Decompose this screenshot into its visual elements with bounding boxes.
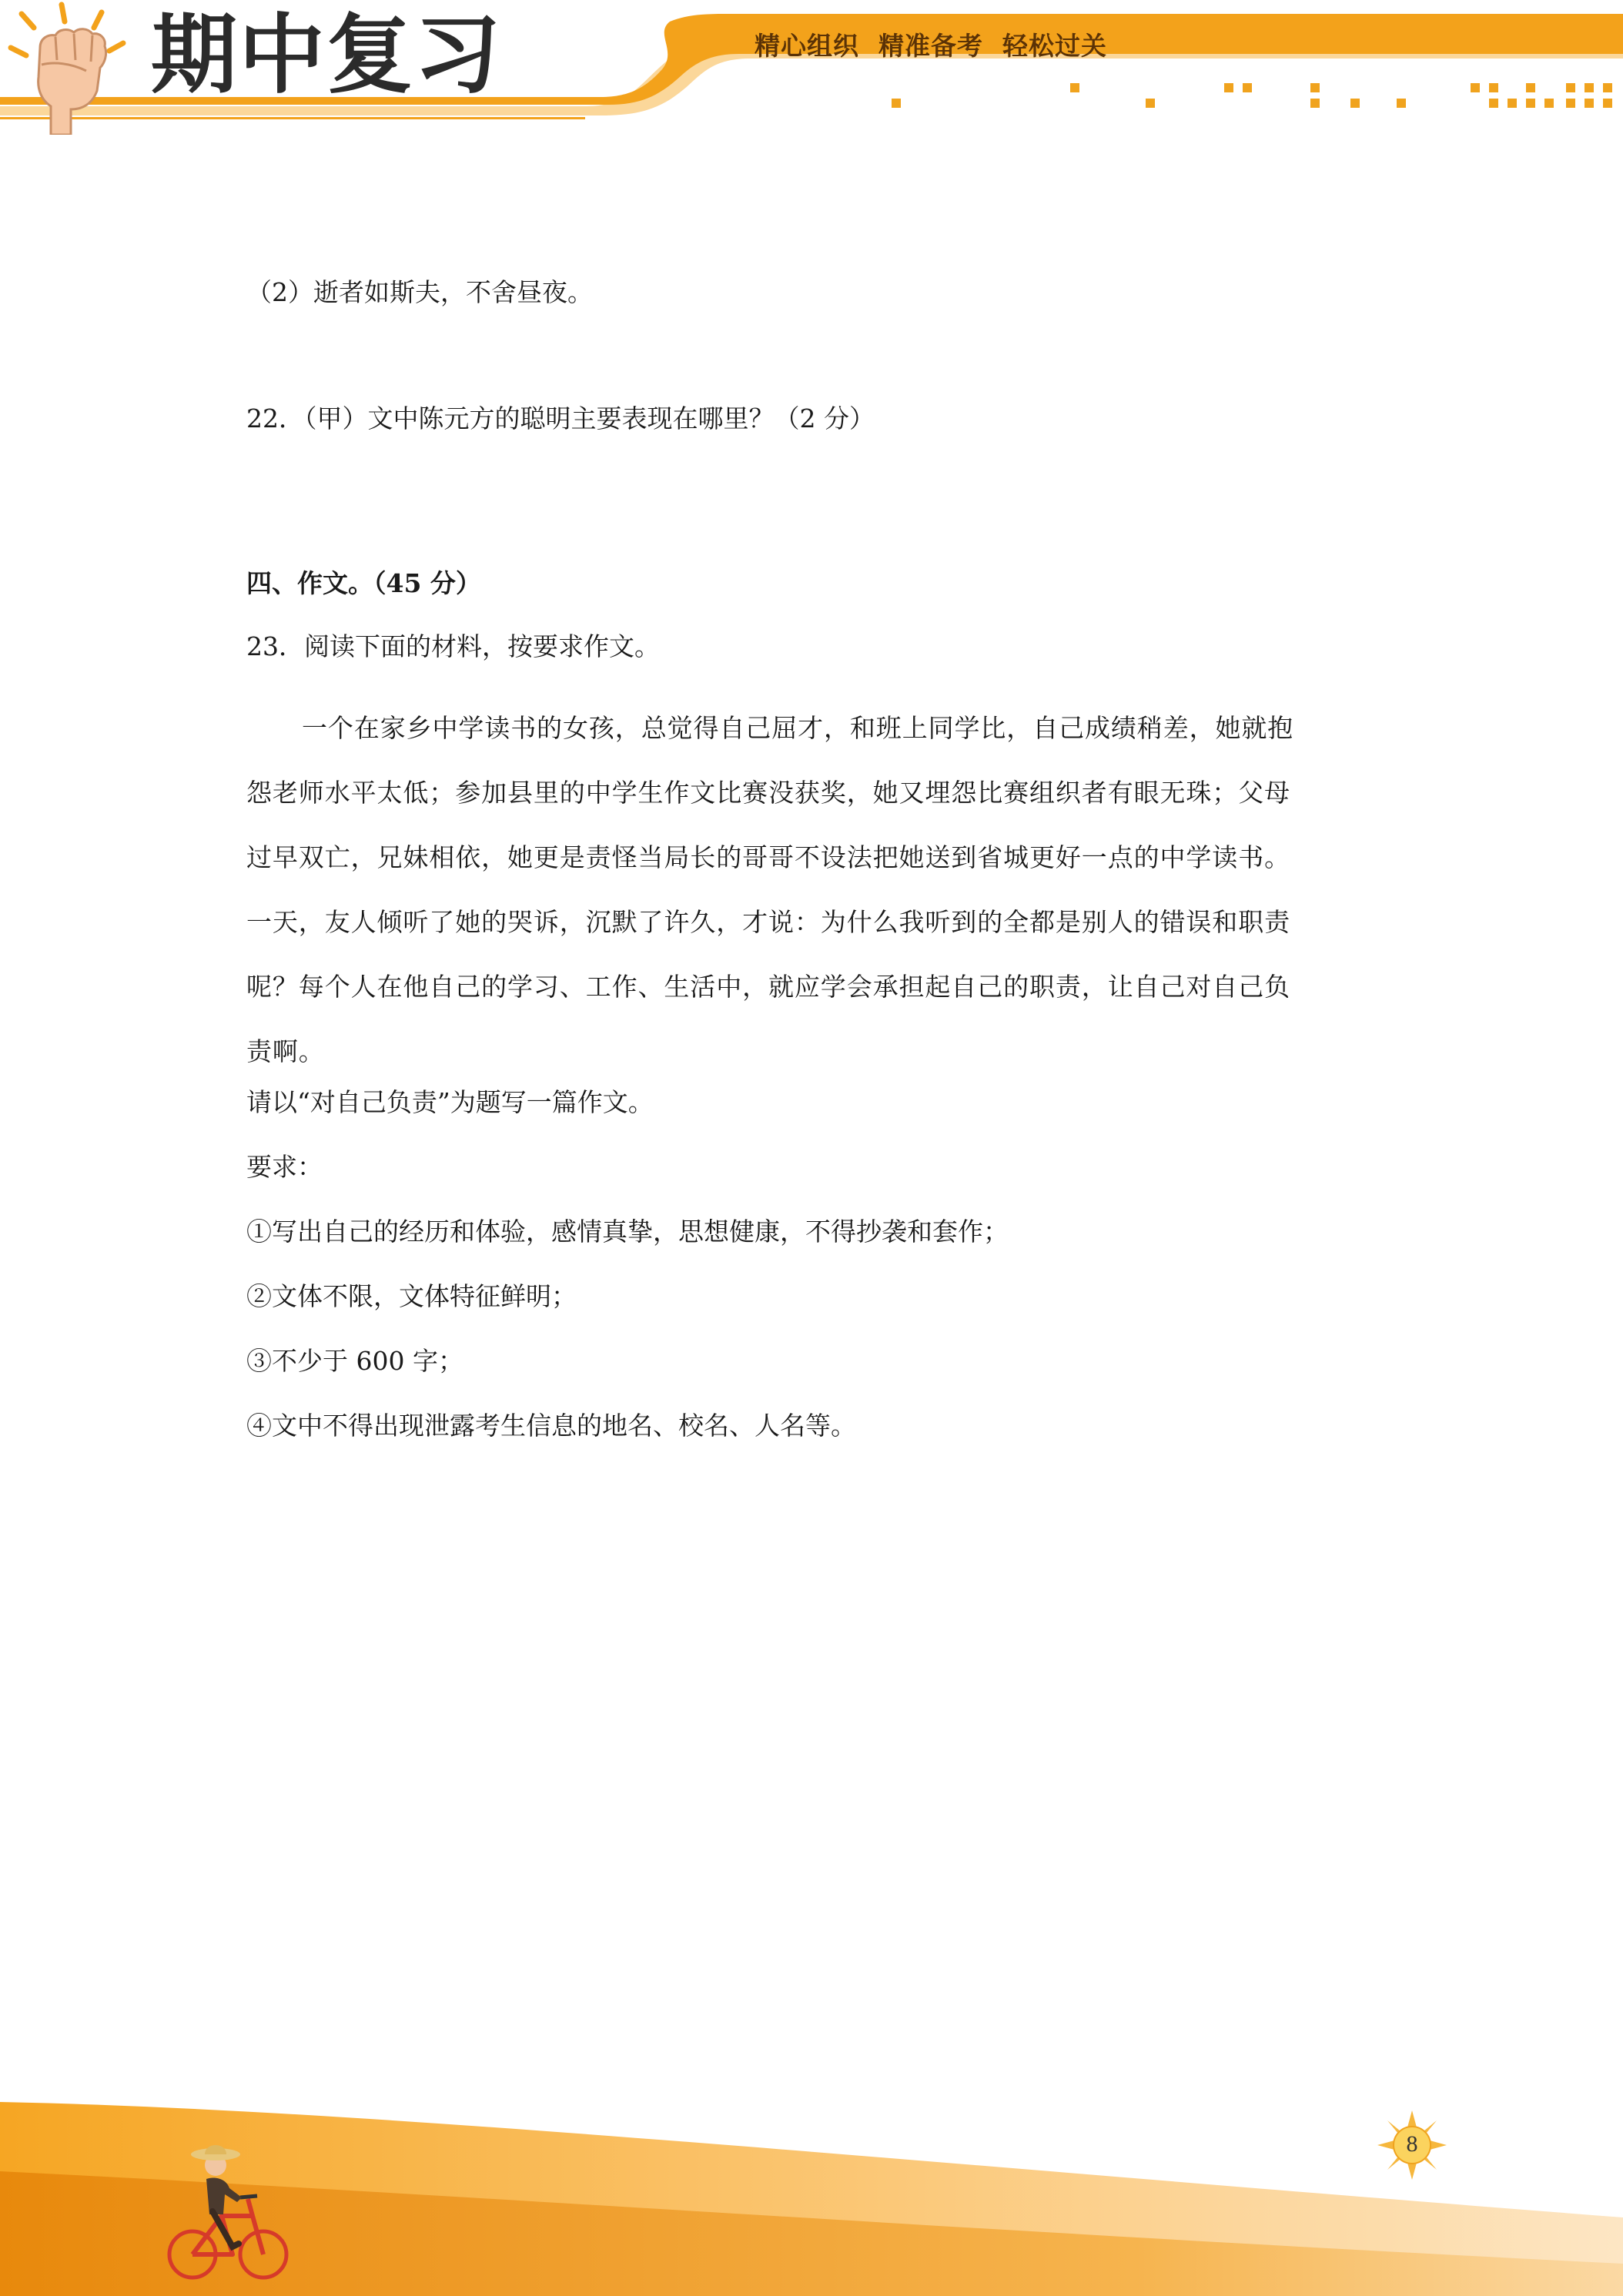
essay-material [246, 696, 1386, 1084]
requirements-label: 要求： [246, 1152, 323, 1182]
material-line: 怨老师水平太低；参加县里的中学生作文比赛没获奖，她又埋怨比赛组织者有眼无珠；父母 [246, 778, 1290, 808]
document-body [246, 262, 1386, 1443]
page-number: 8 [1406, 2131, 1418, 2157]
header-slogan: 精心组织 精准备考 轻松过关 [755, 31, 1107, 61]
essay-prompt: 请以“对自己负责”为题写一篇作文。 [246, 1087, 654, 1117]
cyclist-icon [162, 2131, 300, 2285]
requirement-item: ②文体不限，文体特征鲜明； [246, 1281, 577, 1311]
material-line: 一天，友人倾听了她的哭诉，沉默了许久，才说：为什么我听到的全都是别人的错误和职责 [246, 907, 1290, 937]
fist-icon [0, 0, 146, 135]
question-21-item-2: （2）逝者如斯夫，不舍昼夜。 [246, 277, 593, 307]
requirement-item: ④文中不得出现泄露考生信息的地名、校名、人名等。 [246, 1411, 856, 1441]
requirement-item: ③不少于 600 字； [246, 1346, 463, 1376]
material-line: 呢？每个人在他自己的学习、工作、生活中，就应学会承担起自己的职责，让自己对自己负 [246, 972, 1290, 1002]
question-22: 22．（甲）文中陈元方的聪明主要表现在哪里？（2 分） [246, 403, 875, 433]
page-footer [0, 2079, 1623, 2296]
requirement-item: ①写出自己的经历和体验，感情真挚，思想健康，不得抄袭和套作； [246, 1217, 1009, 1247]
material-line: 责啊。 [246, 1036, 325, 1066]
question-23: 23．阅读下面的材料，按要求作文。 [246, 631, 660, 661]
header-title: 期中复习 [151, 5, 502, 105]
material-line: 过早双亡，兄妹相依，她更是责怪当局长的哥哥不设法把她送到省城更好一点的中学读书。 [246, 842, 1290, 872]
page-header [0, 0, 1623, 139]
material-line: 一个在家乡中学读书的女孩，总觉得自己屈才，和班上同学比，自己成绩稍差，她就抱 [302, 713, 1294, 743]
section-4-title: 四、作文。（45 分） [246, 568, 481, 598]
